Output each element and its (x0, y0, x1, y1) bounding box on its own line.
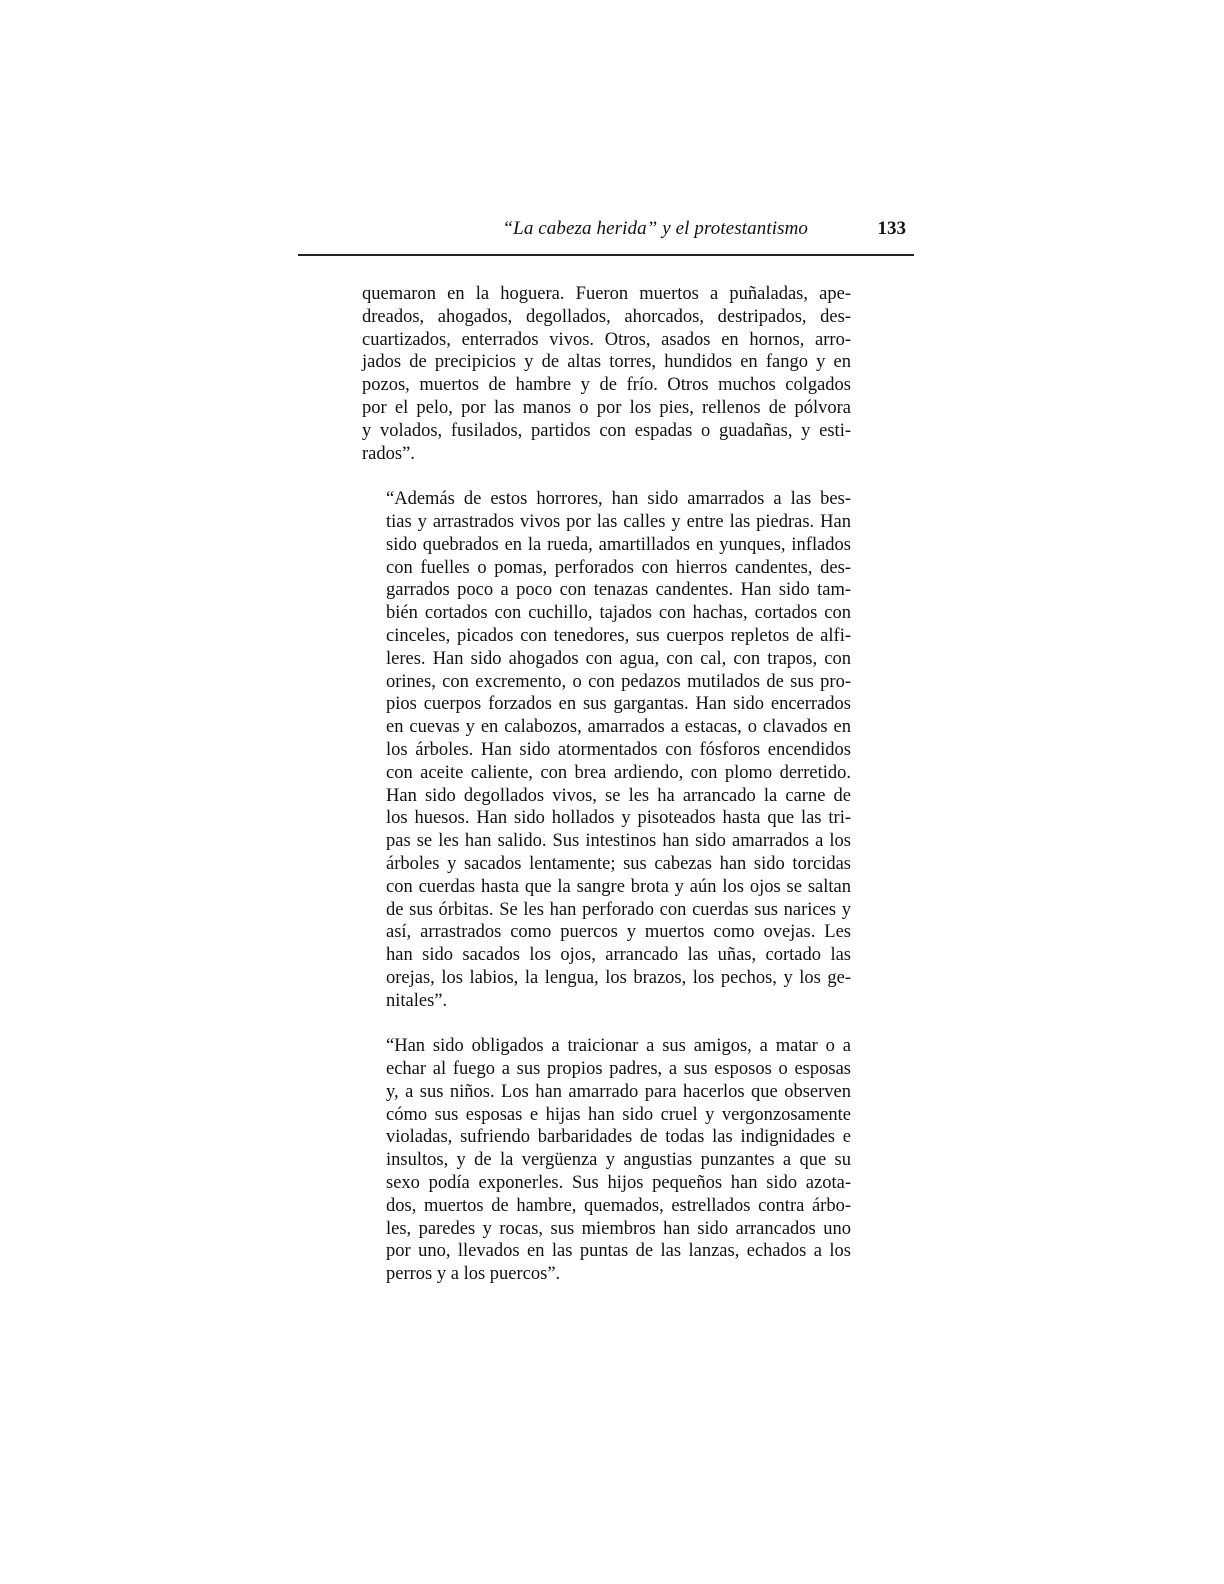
text-line: cinceles, picados con tenedores, sus cuerpos repletos de alfi- (386, 625, 851, 646)
text-line: “Además de estos horrores, han sido amarrados a las bes- (386, 489, 851, 510)
text-line: de sus órbitas. Se les han perforado con cuerdas sus narices y (386, 899, 851, 920)
paragraph (362, 488, 851, 1012)
running-header (298, 216, 914, 256)
text-line: los árboles. Han sido atormentados con fósforos encendidos (386, 739, 851, 760)
text-line: echar al fuego a sus propios padres, a sus esposos o esposas (386, 1059, 851, 1080)
text-line: orejas, los labios, la lengua, los brazos, los pechos, y los ge- (386, 967, 851, 988)
text-line: árboles y sacados lentamente; sus cabezas han sido torcidas (386, 853, 851, 874)
running-title: “La cabeza herida” y el protestantismo (502, 218, 808, 239)
text-line: han sido sacados los ojos, arrancado las uñas, cortado las (386, 945, 851, 966)
text-line: violadas, sufriendo barbaridades de todas las indignidades e (386, 1127, 851, 1148)
text-line: pozos, muertos de hambre y de frío. Otros muchos colgados (362, 375, 851, 396)
text-line: garrados poco a poco con tenazas candentes. Han sido tam- (386, 580, 851, 601)
text-line: los huesos. Han sido hollados y pisoteados hasta que las tri- (386, 808, 851, 829)
text-line: “Han sido obligados a traicionar a sus amigos, a matar o a (386, 1036, 851, 1057)
text-line: pas se les han salido. Sus intestinos han sido amarrados a los (386, 831, 851, 852)
text-line: dos, muertos de hambre, quemados, estrellados contra árbo- (386, 1195, 851, 1216)
text-line: tias y arrastrados vivos por las calles y entre las piedras. Han (386, 511, 851, 532)
text-line: cómo sus esposas e hijas han sido cruel y vergonzosamente (386, 1104, 851, 1125)
text-line: leres. Han sido ahogados con agua, con cal, con trapos, con (386, 648, 851, 669)
text-line: insultos, y de la vergüenza y angustias punzantes a que su (386, 1150, 851, 1171)
text-line: sido quebrados en la rueda, amartillados en yunques, inflados (386, 534, 851, 555)
page-number: 133 (877, 218, 906, 239)
text-line: perros y a los puercos”. (386, 1264, 561, 1285)
text-line: sexo podía exponerles. Sus hijos pequeños han sido azota- (386, 1173, 851, 1194)
text-line: dreados, ahogados, degollados, ahorcados, destripados, des- (362, 306, 851, 327)
text-line: así, arrastrados como puercos y muertos como ovejas. Les (386, 922, 851, 943)
text-line: con cuerdas hasta que la sangre brota y aún los ojos se saltan (386, 876, 851, 897)
text-line: les, paredes y rocas, sus miembros han sido arrancados uno (386, 1218, 851, 1239)
text-line: y volados, fusilados, partidos con espadas o guadañas, y esti- (362, 420, 851, 441)
text-line: por uno, llevados en las puntas de las lanzas, echados a los (386, 1241, 851, 1262)
paragraph (362, 1035, 851, 1286)
text-line: bién cortados con cuchillo, tajados con hachas, cortados con (386, 603, 851, 624)
body-text (362, 283, 851, 1286)
text-line: rados”. (362, 443, 415, 464)
text-line: con fuelles o pomas, perforados con hierros candentes, des- (386, 557, 851, 578)
text-line: y, a sus niños. Los han amarrado para hacerlos que observen (386, 1081, 851, 1102)
text-line: con aceite caliente, con brea ardiendo, con plomo derretido. (386, 762, 851, 783)
text-line: por el pelo, por las manos o por los pies, rellenos de pólvora (362, 397, 851, 418)
text-line: jados de precipicios y de altas torres, hundidos en fango y en (362, 352, 851, 373)
paragraph (362, 283, 851, 465)
text-line: orines, con excremento, o con pedazos mutilados de sus pro- (386, 671, 851, 692)
text-line: quemaron en la hoguera. Fueron muertos a puñaladas, ape- (362, 284, 851, 304)
text-line: Han sido degollados vivos, se les ha arrancado la carne de (386, 785, 851, 806)
text-line: pios cuerpos forzados en sus gargantas. Han sido encerrados (386, 694, 851, 715)
text-line: nitales”. (386, 990, 448, 1011)
text-line: cuartizados, enterrados vivos. Otros, asados en hornos, arro- (362, 329, 851, 350)
text-line: en cuevas y en calabozos, amarrados a estacas, o clavados en (386, 717, 851, 738)
